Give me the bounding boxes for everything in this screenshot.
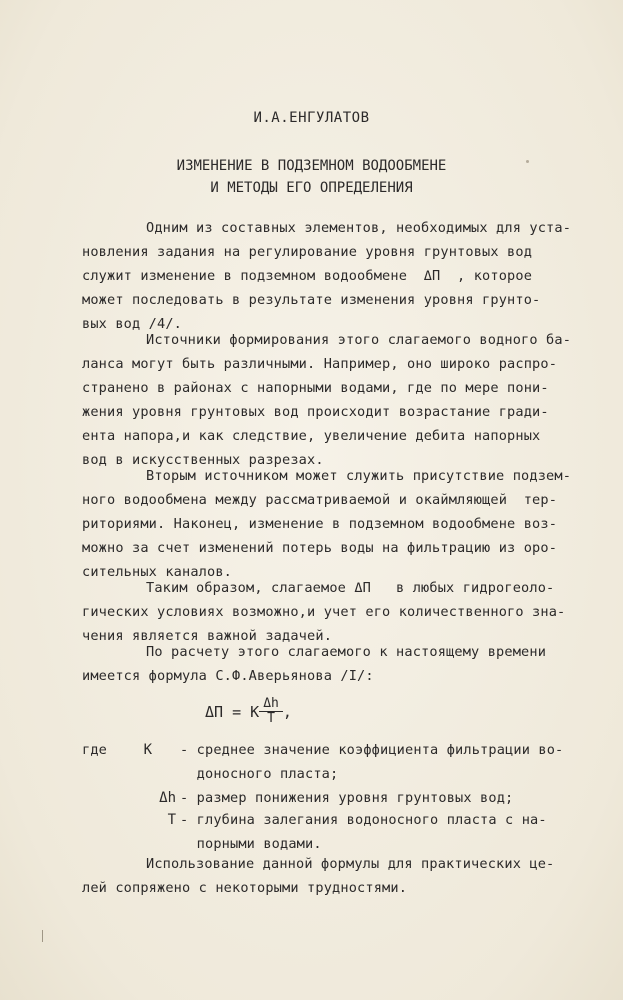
body-line: ланса могут быть различными. Например, оно широко распро-: [82, 356, 558, 372]
where-word: где: [82, 742, 108, 758]
body-line: ного водообмена между рассматриваемой и окаймляющей тер-: [82, 492, 558, 508]
body-line: может последовать в результате изменения уровня грунто-: [82, 292, 541, 308]
formula-denominator: T: [267, 711, 275, 726]
title-line-1: ИЗМЕНЕНИЕ В ПОДЗЕМНОМ ВОДООБМЕНЕ: [176, 158, 447, 174]
formula-lhs: ΔП = K: [205, 702, 260, 721]
author-name: И.А.ЕНГУЛАТОВ: [253, 110, 370, 126]
body-line: ента напора,и как следствие, увеличение дебита напорных: [82, 428, 541, 444]
body-line: странено в районах с напорными водами, где по мере пони-: [82, 380, 549, 396]
formula-numerator: Δh: [259, 697, 283, 712]
body-line: имеется формула С.Ф.Аверьянова /I/:: [82, 668, 374, 684]
body-line: служит изменение в подземном водообмене ΔП , которое: [82, 268, 533, 284]
body-line: вых вод /4/.: [82, 316, 183, 332]
body-line: Вторым источником может служить присутствие подзем-: [146, 468, 572, 484]
def-symbol-t: T: [167, 812, 176, 828]
paper-speck: [526, 160, 529, 163]
body-line: Использование данной формулы для практических це-: [146, 856, 555, 872]
title-line-2: И МЕТОДЫ ЕГО ОПРЕДЕЛЕНИЯ: [210, 180, 413, 196]
def-text-k-cont: доносного пласта;: [180, 766, 339, 782]
def-text-t: - глубина залегания водоносного пласта с на-: [180, 812, 547, 828]
body-line: По расчету этого слагаемого к настоящему времени: [146, 644, 547, 660]
paper-mark: [42, 930, 43, 942]
def-text-t-cont: порными водами.: [180, 836, 322, 852]
body-line: можно за счет изменений потерь воды на фильтрацию из оро-: [82, 540, 558, 556]
formula-comma: ,: [282, 702, 292, 721]
body-line: гических условиях возможно,и учет его количественного зна-: [82, 604, 566, 620]
formula-fraction: [259, 697, 283, 726]
body-line: новления задания на регулирование уровня грунтовых вод: [82, 244, 533, 260]
body-line: жения уровня грунтовых вод происходит возрастание гради-: [82, 404, 549, 420]
body-line: лей сопряжено с некоторыми трудностями.: [82, 880, 408, 896]
def-symbol-dh: Δh: [159, 790, 176, 806]
body-line: вод в искусственных разрезах.: [82, 452, 324, 468]
body-line: сительных каналов.: [82, 564, 233, 580]
def-text-dh: - размер понижения уровня грунтовых вод;: [180, 790, 514, 806]
document-title: [0, 155, 623, 199]
body-line: Источники формирования этого слагаемого водного ба-: [146, 332, 572, 348]
body-line: Таким образом, слагаемое ΔП в любых гидрогеоло-: [146, 580, 555, 596]
formula-averyanov: [205, 697, 292, 726]
body-line: чения является важной задачей.: [82, 628, 333, 644]
def-symbol-k: K: [143, 742, 152, 758]
def-text-k: - среднее значение коэффициента фильтрации во-: [180, 742, 564, 758]
body-line: Одним из составных элементов, необходимых для уста-: [146, 220, 572, 236]
body-line: риториями. Наконец, изменение в подземном водообмене воз-: [82, 516, 558, 532]
